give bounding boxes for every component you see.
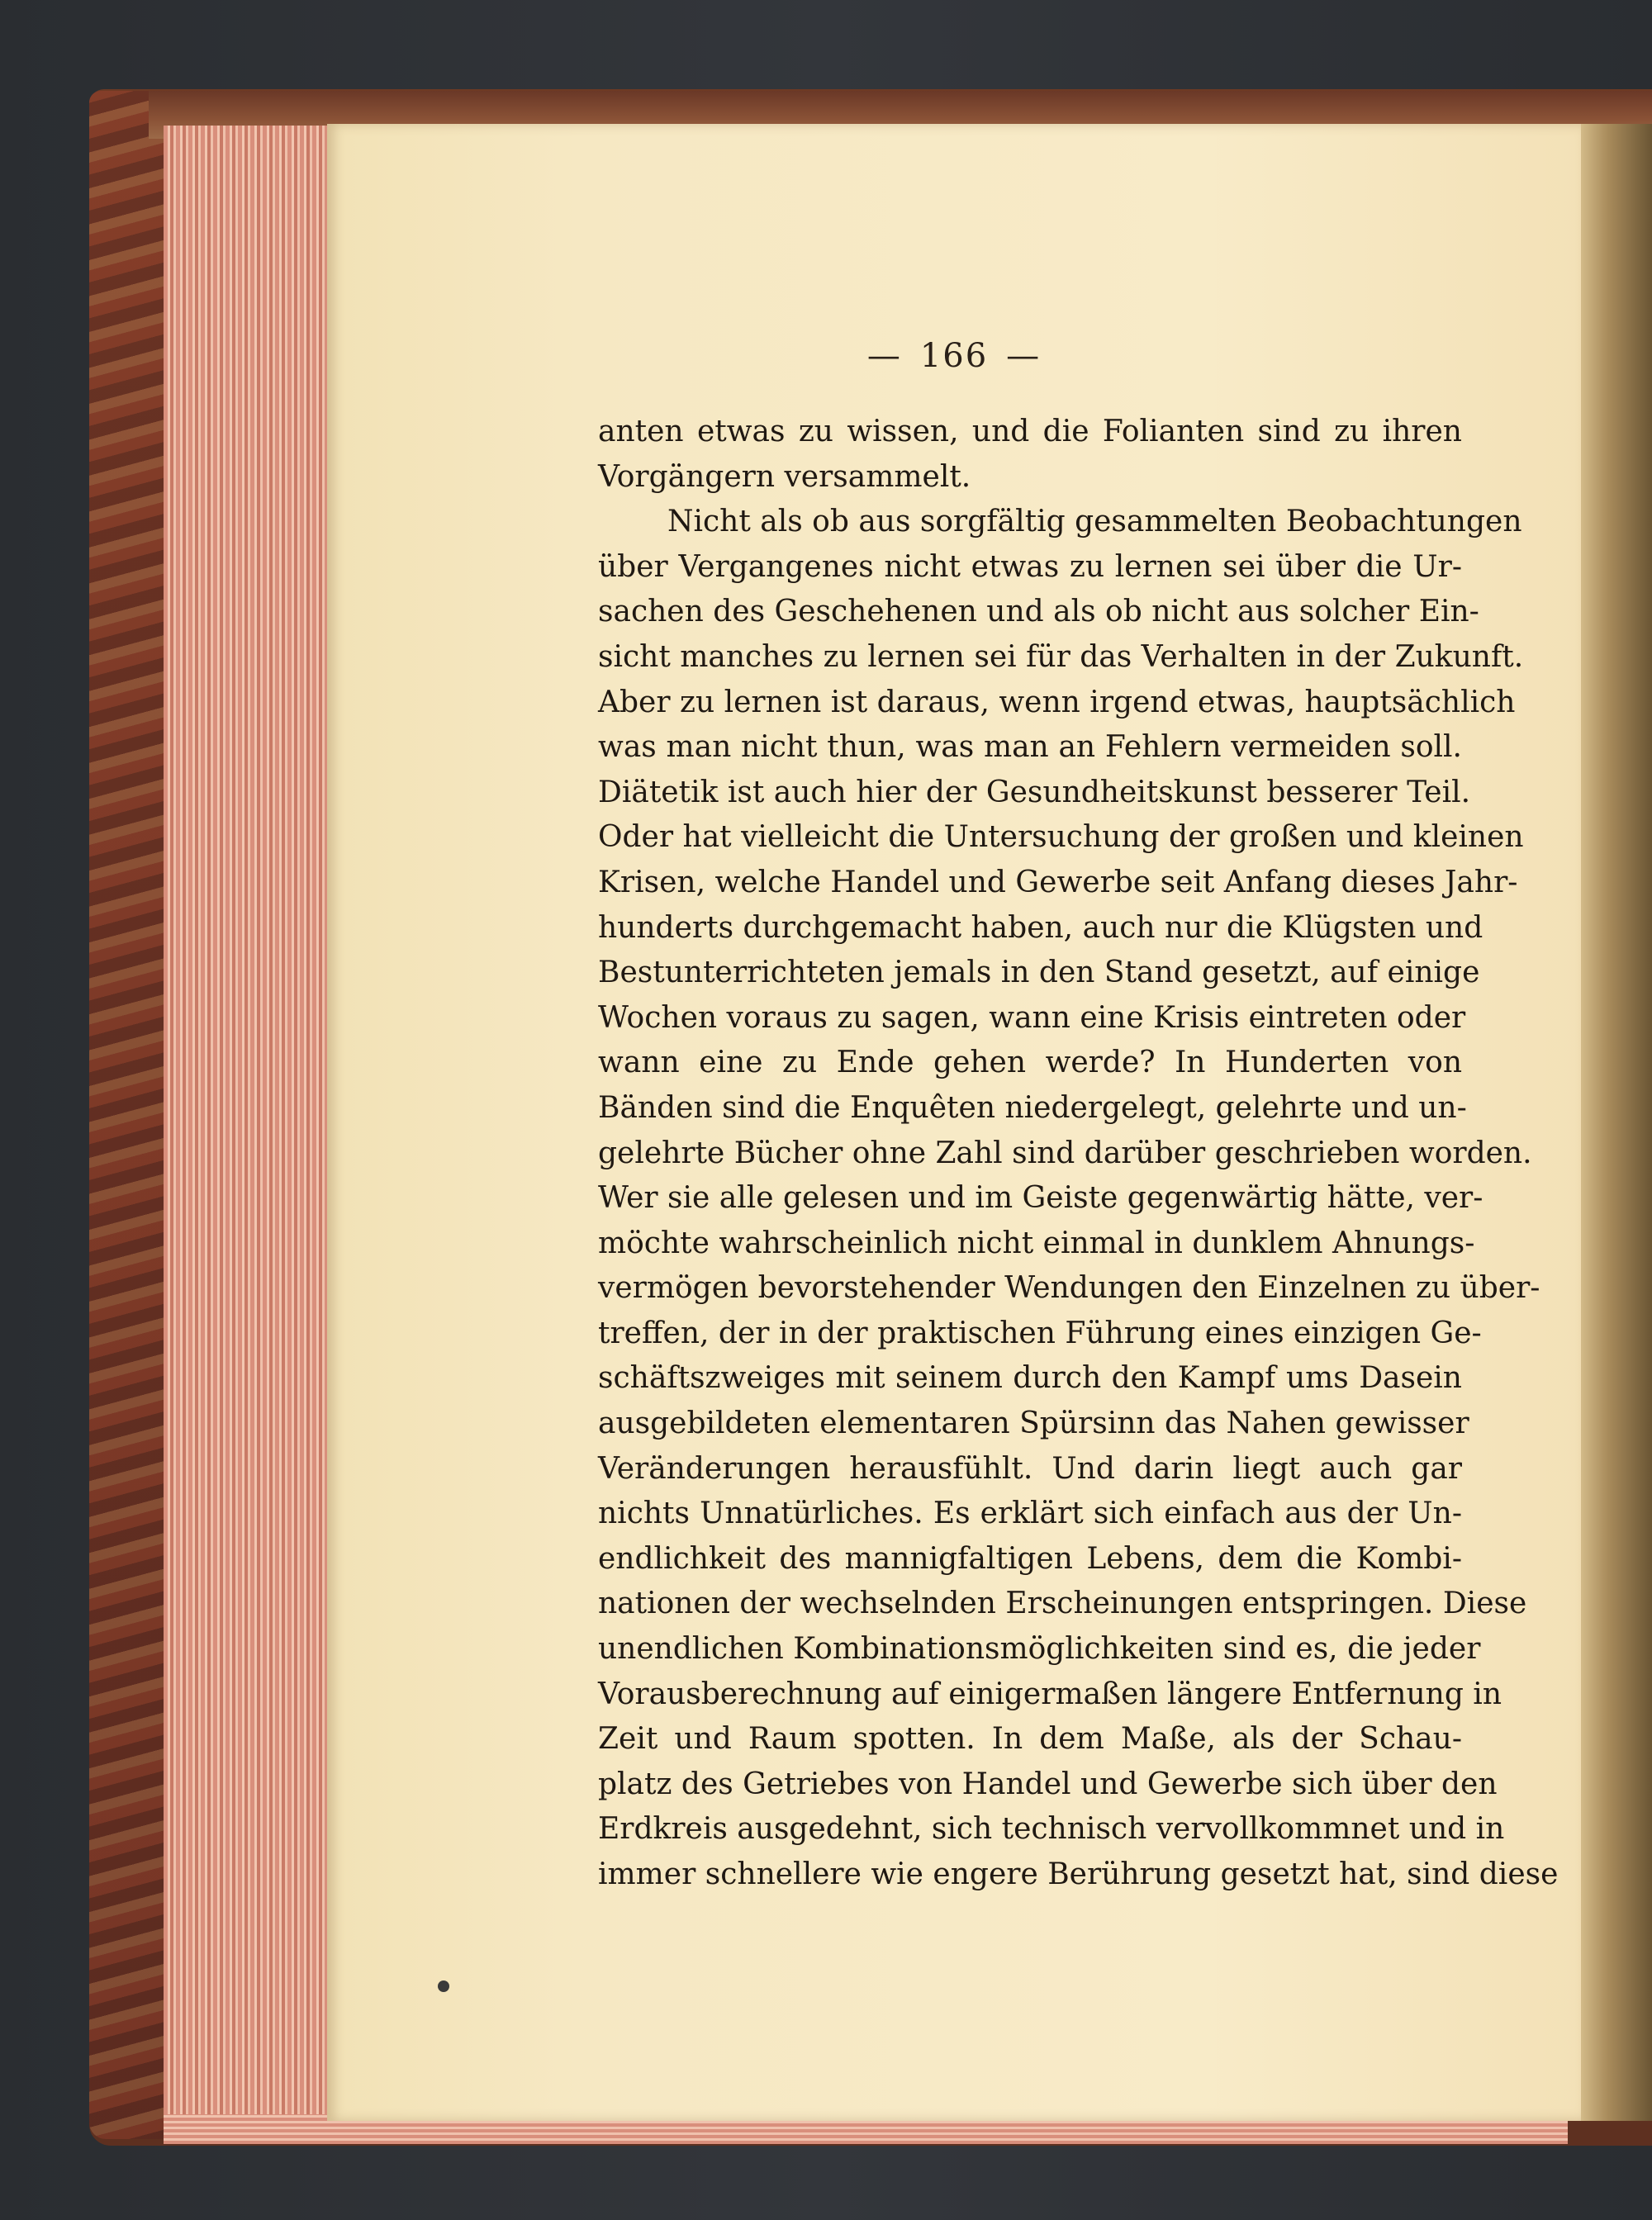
text-line: sicht manches zu lernen sei für das Verhalten in der Zukunft. <box>598 639 1524 674</box>
page-number-dash-right: — <box>1006 337 1042 375</box>
text-line: was man nicht thun, was man an Fehlern vermeiden soll. <box>598 730 1462 765</box>
text-line: wann eine zu Ende gehen werde? In Hunderten von <box>598 1046 1462 1080</box>
marbled-cover-edge <box>89 91 164 2139</box>
page-number-header <box>327 337 1581 375</box>
text-line: sachen des Geschehenen und als ob nicht aus solcher Ein- <box>598 595 1479 629</box>
body-text <box>598 410 1559 1898</box>
text-line: über Vergangenes nicht etwas zu lernen sei über die Ur- <box>598 549 1462 584</box>
text-line: endlichkeit des mannigfaltigen Lebens, dem die Kombi- <box>598 1541 1462 1576</box>
text-line: gelehrte Bücher ohne Zahl sind darüber geschrieben worden. <box>598 1136 1532 1170</box>
text-line: ausgebildeten elementaren Spürsinn das Nahen gewisser <box>598 1406 1469 1441</box>
text-line: platz des Getriebes von Handel und Gewerbe sich über den <box>598 1767 1498 1801</box>
text-line: schäftszweiges mit seinem durch den Kampf ums Dasein <box>598 1361 1462 1396</box>
text-line: Bestunterrichteten jemals in den Stand gesetzt, auf einige <box>598 956 1480 990</box>
text-line: Oder hat vielleicht die Untersuchung der großen und kleinen <box>598 820 1524 855</box>
page-number-dash-left: — <box>866 337 902 375</box>
book-page <box>327 124 1581 2121</box>
text-line: Bänden sind die Enquêten niedergelegt, gelehrte und un- <box>598 1090 1467 1125</box>
text-line: nichts Unnatürliches. Es erklärt sich einfach aus der Un- <box>598 1497 1462 1531</box>
text-line: unendlichen Kombinationsmöglichkeiten sind es, die jeder <box>598 1632 1481 1667</box>
text-line: anten etwas zu wissen, und die Folianten sind zu ihren <box>598 415 1462 448</box>
page-edges-left <box>164 126 329 2137</box>
text-line: Nicht als ob aus sorgfältig gesammelten Beobachtungen <box>667 505 1522 539</box>
text-line: hunderts durchgemacht haben, auch nur die Klügsten und <box>598 910 1483 945</box>
text-line: treffen, der in der praktischen Führung eines einzigen Ge- <box>598 1316 1482 1350</box>
ink-spot <box>438 1980 449 1992</box>
text-line: Wochen voraus zu sagen, wann eine Krisis eintreten oder <box>598 1000 1466 1035</box>
text-line: immer schnellere wie engere Berührung gesetzt hat, sind diese <box>598 1857 1559 1891</box>
text-line: Vorgängern versammelt. <box>598 459 971 494</box>
text-line: Vorausberechnung auf einigermaßen längere Entfernung in <box>598 1677 1502 1711</box>
text-line: vermögen bevorstehender Wendungen den Einzelnen zu über- <box>598 1271 1540 1306</box>
page-number: 166 <box>919 337 989 375</box>
text-line: Zeit und Raum spotten. In dem Maße, als der Schau- <box>598 1722 1462 1757</box>
text-line: Veränderungen herausfühlt. Und darin liegt auch gar <box>598 1451 1462 1486</box>
text-line: möchte wahrscheinlich nicht einmal in dunklem Ahnungs- <box>598 1226 1475 1260</box>
text-line: Wer sie alle gelesen und im Geiste gegenwärtig hätte, ver- <box>598 1181 1483 1216</box>
text-line: Aber zu lernen ist daraus, wenn irgend etwas, hauptsächlich <box>598 685 1516 719</box>
book-gutter <box>1578 124 1652 2121</box>
text-line: Diätetik ist auch hier der Gesundheitskunst besserer Teil. <box>598 775 1471 809</box>
text-line: Erdkreis ausgedehnt, sich technisch vervollkommnet und in <box>598 1812 1505 1847</box>
text-line: Krisen, welche Handel und Gewerbe seit Anfang dieses Jahr- <box>598 865 1518 899</box>
text-line: nationen der wechselnden Erscheinungen entspringen. Diese <box>598 1587 1527 1621</box>
